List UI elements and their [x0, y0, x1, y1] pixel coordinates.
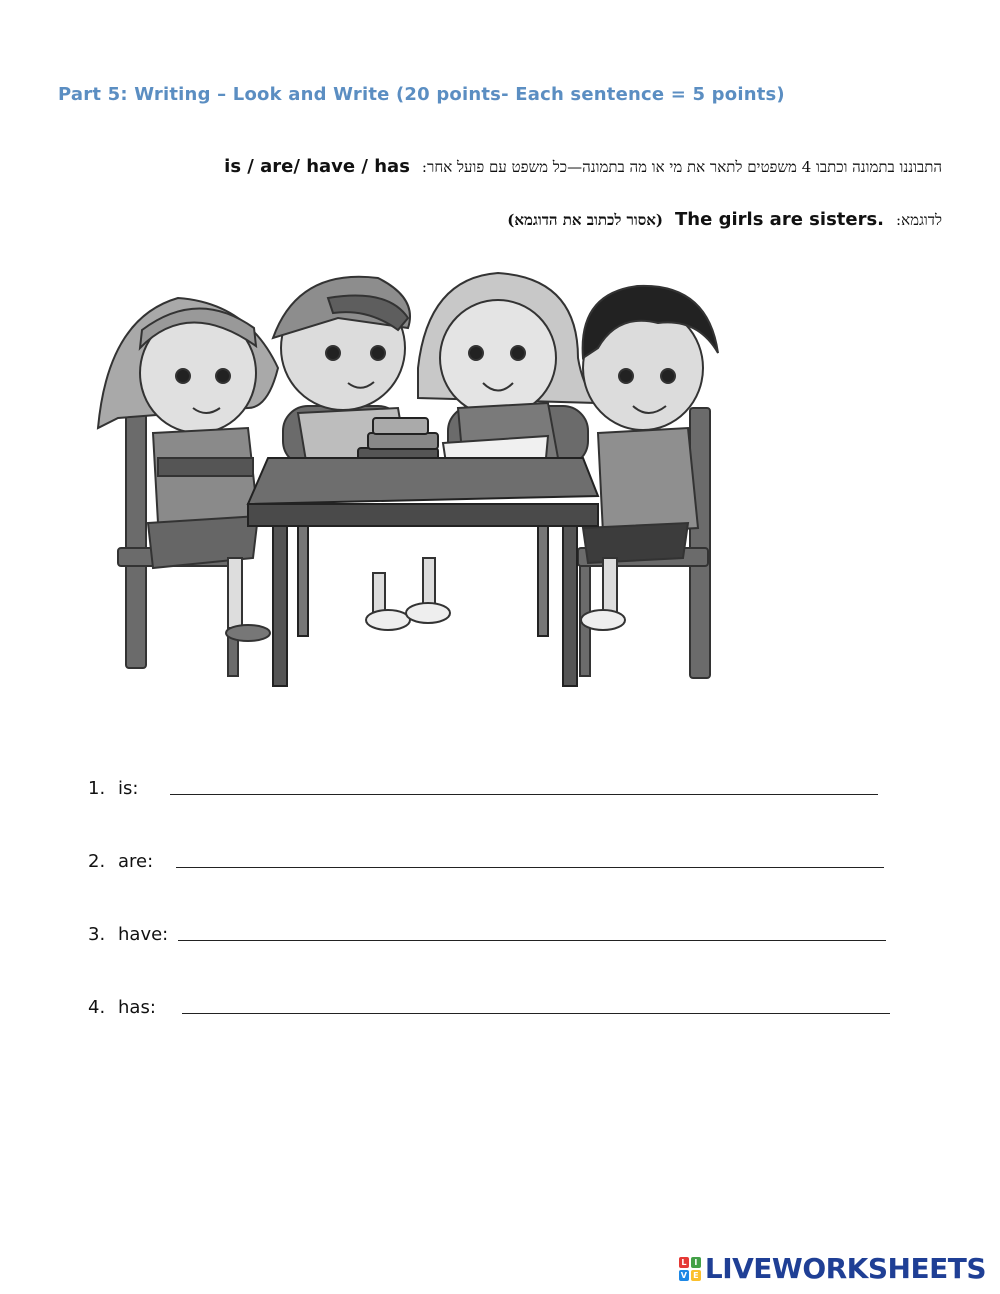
answer-label: are: — [118, 851, 154, 872]
liveworksheets-logo — [679, 1252, 986, 1285]
answer-number: 4. — [88, 997, 106, 1018]
answer-row-3 — [88, 924, 886, 945]
answer-line-is[interactable] — [170, 793, 878, 795]
answer-row-2 — [88, 851, 884, 872]
answer-line-has[interactable] — [182, 1012, 890, 1014]
example-prefix: לדוגמא: — [896, 211, 942, 229]
answer-label: have: — [118, 924, 169, 945]
answer-row-4 — [88, 997, 890, 1018]
answer-label: has: — [118, 997, 156, 1018]
answer-line-have[interactable] — [178, 939, 886, 941]
logo-tile: V — [680, 1270, 687, 1280]
example-sentence: The girls are sisters. — [675, 209, 885, 230]
instruction-line-1 — [224, 156, 942, 177]
instruction-hebrew: התבוננו בתמונה וכתבו 4 משפטים לתאר את מי או מה בתמונה—כל משפט עם פועל אחר: — [421, 158, 942, 176]
answer-number: 3. — [88, 924, 106, 945]
answer-row-1 — [88, 778, 878, 799]
logo-tile: I — [691, 1257, 701, 1268]
children-at-table-illustration — [78, 258, 758, 698]
instruction-line-2 — [507, 209, 942, 230]
page-title: Part 5: Writing – Look and Write (20 points- Each sentence = 5 points) — [58, 84, 785, 105]
answer-number: 2. — [88, 851, 106, 872]
answer-line-are[interactable] — [176, 866, 884, 868]
answer-label: is: — [118, 778, 139, 799]
verb-list: is / are/ have / has — [224, 156, 410, 177]
brand-name: LIVEWORKSHEETS — [704, 1252, 986, 1285]
logo-tile: E — [691, 1270, 701, 1281]
logo-tiles-icon — [679, 1257, 701, 1281]
example-note: (אסור לכתוב את הדוגמא) — [507, 211, 664, 229]
logo-tile: L — [679, 1257, 689, 1268]
answer-number: 1. — [88, 778, 106, 799]
